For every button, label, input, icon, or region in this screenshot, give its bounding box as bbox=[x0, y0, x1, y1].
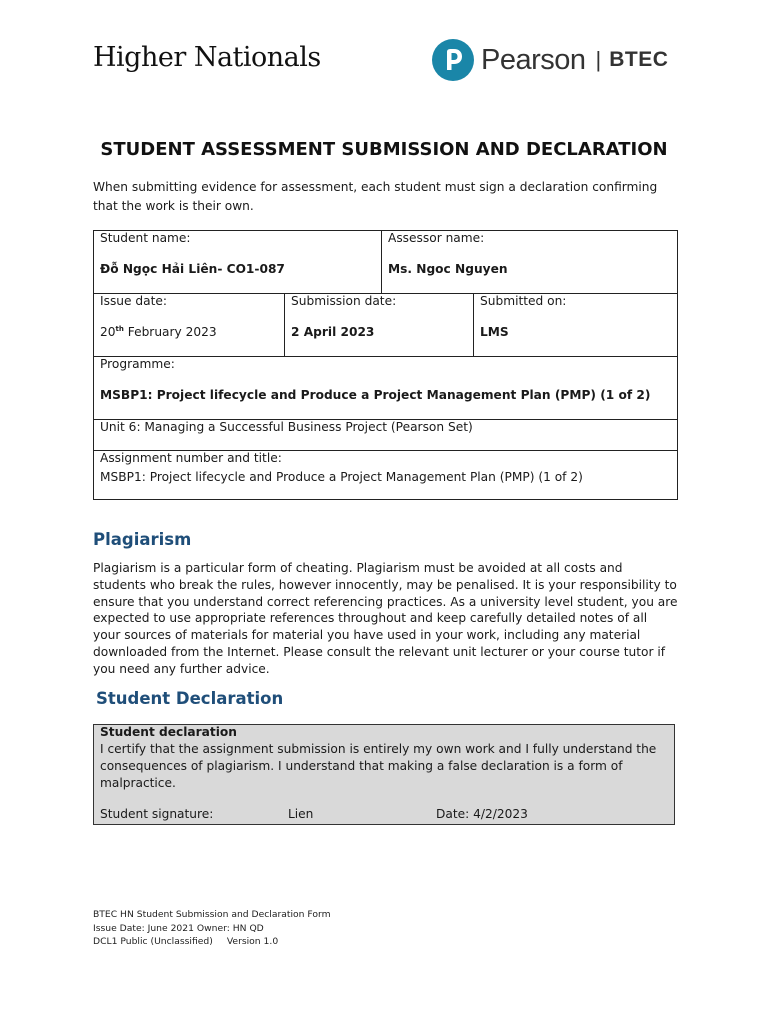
programme-value: MSBP1: Project lifecycle and Produce a Project Management Plan (PMP) (1 of 2) bbox=[100, 388, 651, 402]
student-name-label: Student name: bbox=[100, 231, 191, 245]
assignment-label: Assignment number and title: bbox=[100, 451, 282, 465]
plagiarism-text: Plagiarism is a particular form of cheating. Plagiarism must be avoided at all costs and students who break the rules, however innocently, may be penalised. It is your responsibility to ensure that you understand correct referencing practices. As a university level student, you are expected to use appropriate references throughout and keep carefully detailed notes of all your sources of materials for material you have used in your work, including any material downloaded from the Internet. Please consult the relevant unit lecturer or your course tutor if you need any further advice. bbox=[93, 561, 678, 676]
issue-date-cell bbox=[94, 294, 284, 356]
table-row bbox=[94, 451, 677, 499]
pearson-p-icon bbox=[432, 39, 474, 81]
submitted-on-cell bbox=[473, 294, 677, 356]
btec-wordmark: BTEC bbox=[609, 48, 669, 71]
document-title: STUDENT ASSESSMENT SUBMISSION AND DECLARATION bbox=[100, 139, 668, 160]
pearson-btec-logo bbox=[432, 39, 668, 81]
page-footer bbox=[93, 908, 331, 949]
student-name-value: Đỗ Ngọc Hải Liên- CO1-087 bbox=[100, 262, 285, 276]
submission-details-table bbox=[93, 230, 678, 500]
student-declaration-heading: Student Declaration bbox=[96, 689, 284, 708]
table-row bbox=[94, 294, 677, 357]
table-row bbox=[94, 357, 677, 420]
submission-date-cell bbox=[284, 294, 473, 356]
intro-text: When submitting evidence for assessment, each student must sign a declaration confirming that the work is their own. bbox=[93, 180, 658, 213]
assignment-value: MSBP1: Project lifecycle and Produce a Project Management Plan (PMP) (1 of 2) bbox=[100, 470, 583, 484]
unit-cell bbox=[94, 420, 677, 450]
programme-cell bbox=[94, 357, 677, 419]
footer-classification: DCL1 Public (Unclassified) bbox=[93, 936, 213, 947]
table-row bbox=[94, 420, 677, 451]
footer-issue-owner: Issue Date: June 2021 Owner: HN QD bbox=[93, 922, 264, 934]
logo-separator: | bbox=[595, 47, 602, 72]
assessor-name-cell bbox=[381, 231, 677, 293]
submission-date-value: 2 April 2023 bbox=[291, 325, 375, 339]
footer-version: Version 1.0 bbox=[226, 936, 279, 947]
footer-form-name: BTEC HN Student Submission and Declaration Form bbox=[93, 909, 331, 920]
submission-date-label: Submission date: bbox=[291, 294, 397, 308]
declaration-text: I certify that the assignment submission is entirely my own work and I fully understand the consequences of plagiarism. I understand that making a false declaration is a form of malpractice. bbox=[100, 742, 657, 790]
issue-date-day: 20 bbox=[100, 325, 116, 340]
higher-nationals-brand: Higher Nationals bbox=[93, 42, 321, 73]
programme-label: Programme: bbox=[100, 357, 175, 371]
issue-date-label: Issue date: bbox=[100, 294, 167, 308]
signature-label: Student signature: bbox=[100, 807, 214, 821]
plagiarism-heading: Plagiarism bbox=[93, 530, 192, 549]
submitted-on-label: Submitted on: bbox=[480, 294, 567, 308]
assessor-name-label: Assessor name: bbox=[388, 231, 485, 245]
declaration-box bbox=[93, 724, 675, 825]
footer-classification-version bbox=[93, 935, 331, 949]
issue-date-month-year: February 2023 bbox=[123, 325, 217, 340]
student-name-cell bbox=[94, 231, 381, 293]
assessor-name-value: Ms. Ngoc Nguyen bbox=[388, 262, 508, 276]
issue-date-suffix: th bbox=[115, 325, 124, 333]
unit-value: Unit 6: Managing a Successful Business Project (Pearson Set) bbox=[100, 420, 473, 434]
submitted-on-value: LMS bbox=[480, 325, 509, 339]
table-row bbox=[94, 231, 677, 294]
declaration-date: Date: 4/2/2023 bbox=[436, 807, 528, 821]
assignment-cell bbox=[94, 451, 677, 499]
declaration-box-title: Student declaration bbox=[100, 725, 237, 739]
issue-date-value bbox=[100, 325, 217, 339]
pearson-wordmark: Pearson bbox=[481, 43, 586, 76]
signature-value: Lien bbox=[288, 807, 314, 821]
